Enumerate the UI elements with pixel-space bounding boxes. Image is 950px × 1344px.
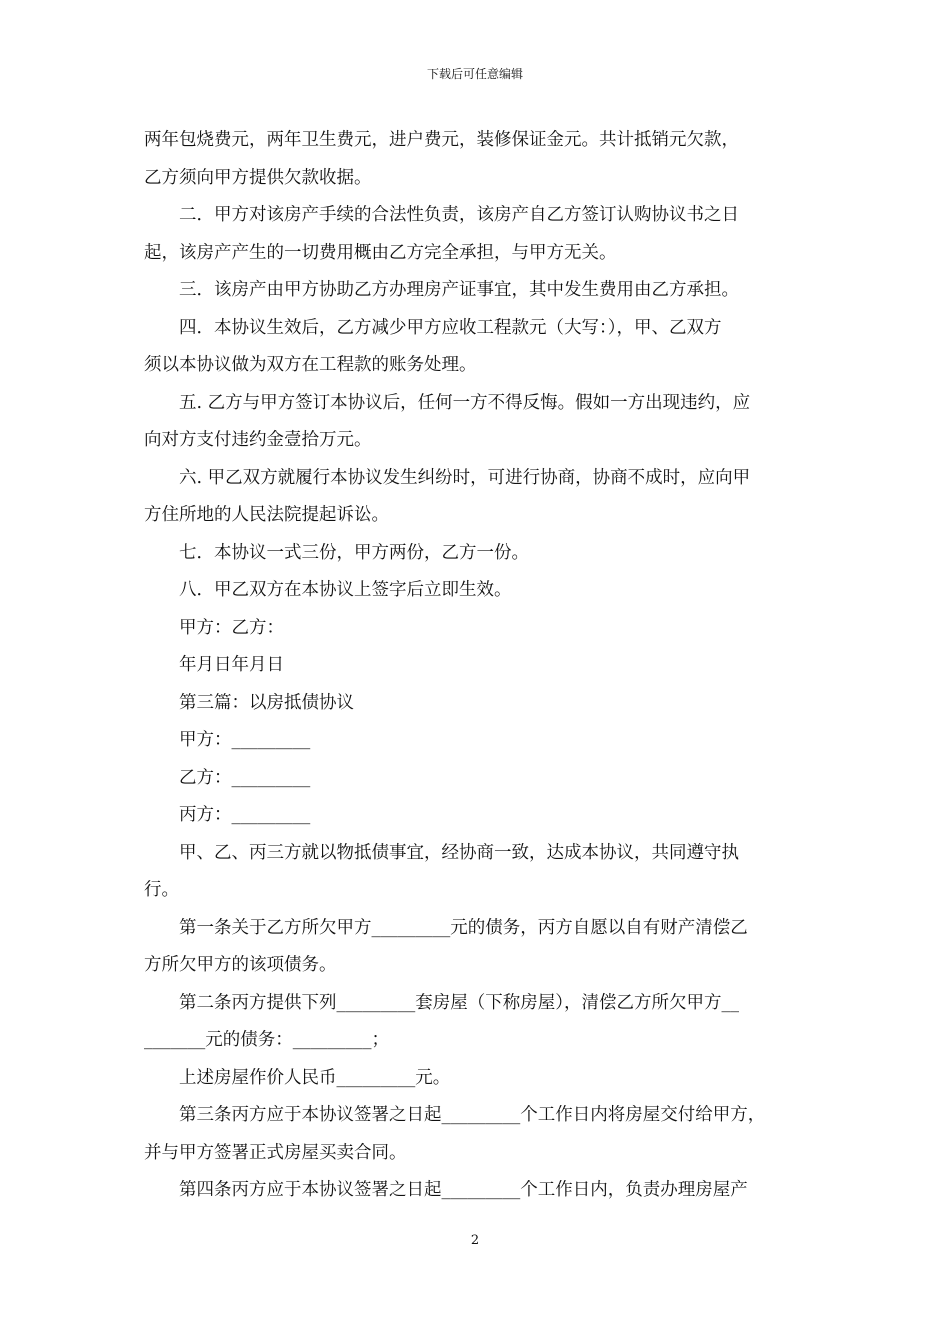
paragraph-line: 四．本协议生效后，乙方减少甲方应收工程款元（大写：），甲、乙双方 xyxy=(179,317,722,338)
paragraph-line: 年月日年月日 xyxy=(179,655,284,675)
paragraph-line: 甲、乙、丙三方就以物抵债事宜，经协商一致，达成本协议，共同遵守执 xyxy=(179,842,739,863)
paragraph-line: 第一条关于乙方所欠甲方_________元的债务，丙方自愿以自有财产清偿乙 xyxy=(179,917,748,938)
page-number: 2 xyxy=(470,1233,480,1248)
paragraph-line: 乙方须向甲方提供欠款收据。 xyxy=(144,167,372,188)
paragraph-line: 七．本协议一式三份，甲方两份，乙方一份。 xyxy=(179,542,529,563)
paragraph-line: 甲方：_________ xyxy=(179,730,311,750)
paragraph-line: _______元的债务：_________； xyxy=(144,1030,389,1050)
paragraph-line: 上述房屋作价人民币_________元。 xyxy=(179,1067,451,1088)
paragraph-line: 六. 甲乙双方就履行本协议发生纠纷时，可进行协商，协商不成时，应向甲 xyxy=(179,467,751,488)
paragraph-line: 并与甲方签署正式房屋买卖合同。 xyxy=(144,1142,407,1163)
paragraph-line: 第二条丙方提供下列_________套房屋（下称房屋），清偿乙方所欠甲方__ xyxy=(179,992,739,1013)
paragraph-line: 五. 乙方与甲方签订本协议后，任何一方不得反悔。假如一方出现违约，应 xyxy=(179,392,751,413)
paragraph-line: 乙方：_________ xyxy=(179,767,311,788)
paragraph-line: 二．甲方对该房产手续的合法性负责，该房产自乙方签订认购协议书之日 xyxy=(179,205,739,225)
document-body xyxy=(144,122,814,1210)
paragraph-line: 方住所地的人民法院提起诉讼。 xyxy=(144,505,389,525)
paragraph-line: 八．甲乙双方在本协议上签字后立即生效。 xyxy=(179,580,512,600)
paragraph-line: 第三条丙方应于本协议签署之日起_________个工作日内将房屋交付给甲方， xyxy=(179,1105,766,1125)
paragraph-line: 第四条丙方应于本协议签署之日起_________个工作日内，负责办理房屋产 xyxy=(179,1180,748,1200)
paragraph-line: 第三篇：以房抵债协议 xyxy=(179,692,354,713)
paragraph-line: 向对方支付违约金壹拾万元。 xyxy=(144,430,372,450)
paragraph-line: 方所欠甲方的该项债务。 xyxy=(144,955,337,975)
page-header: 下载后可任意编辑 xyxy=(426,67,523,81)
paragraph-line: 行。 xyxy=(144,880,179,900)
paragraph-line: 丙方：_________ xyxy=(179,805,311,825)
paragraph-line: 须以本协议做为双方在工程款的账务处理。 xyxy=(144,355,477,375)
paragraph-line: 起，该房产产生的一切费用概由乙方完全承担，与甲方无关。 xyxy=(144,242,617,263)
paragraph-line: 三．该房产由甲方协助乙方办理房产证事宜，其中发生费用由乙方承担。 xyxy=(179,280,739,300)
paragraph-line: 甲方：乙方： xyxy=(179,617,284,638)
paragraph-line: 两年包烧费元，两年卫生费元，进户费元，装修保证金元。共计抵销元欠款， xyxy=(144,130,739,150)
